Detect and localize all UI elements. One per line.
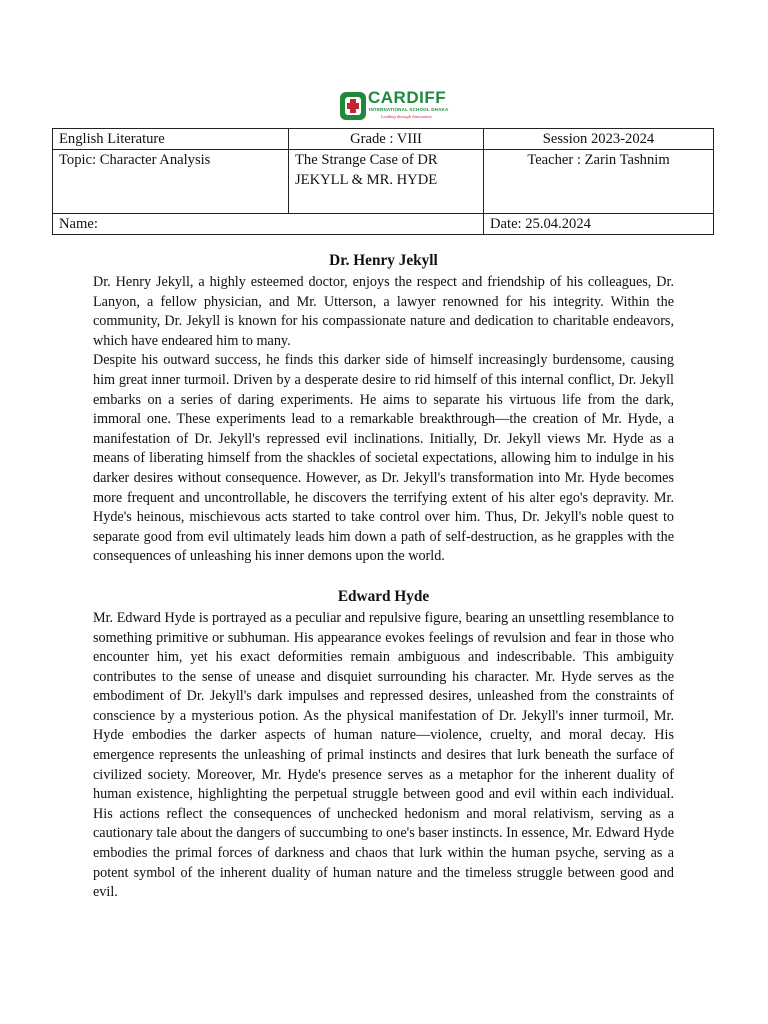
school-logo [339, 88, 449, 125]
topic-cell: Topic: Character Analysis [53, 150, 289, 214]
date-cell: Date: 25.04.2024 [484, 214, 714, 235]
cardiff-logo-icon [339, 91, 367, 121]
logo-tagline: Leading through Innovation [381, 114, 432, 119]
header-info-table [52, 128, 714, 235]
teacher-cell: Teacher : Zarin Tashnim [484, 150, 714, 214]
book-title-line-1: The Strange Case of DR [295, 152, 438, 168]
table-row [53, 129, 714, 150]
jekyll-paragraph-1: Dr. Henry Jekyll, a highly esteemed doctor, enjoys the respect and friendship of his colleagues, Dr. Lanyon, a fellow physician, and Mr. Utterson, a lawyer renowned for his integrity. Within the community, Dr. Jekyll is known for his compassionate nature and dedication to charitable endeavors, which have endeared him to many. [93, 274, 674, 349]
document-body [93, 250, 674, 903]
name-cell: Name: [53, 214, 484, 235]
section-spacer [93, 567, 674, 586]
session-cell: Session 2023-2024 [484, 129, 714, 150]
logo-name: CARDIFF [368, 88, 447, 107]
section-heading-jekyll: Dr. Henry Jekyll [329, 252, 438, 269]
section-heading-hyde: Edward Hyde [337, 587, 430, 605]
hyde-paragraph-1: Mr. Edward Hyde is portrayed as a peculiar and repulsive figure, bearing an unsettling resemblance to something primitive or subhuman. His appearance evokes feelings of revulsion and fear in those who encounter him, yet his exact deformities remain ambiguous and indescribable. This ambiguity contributes to the sense of unease and disquiet surrounding his character. Mr. Hyde serves as the embodiment of Dr. Jekyll's dark impulses and repressed desires, unleashed from the constraints of conscience by a mysterious potion. As the physical manifestation of Dr. Jekyll's inner turmoil, Mr. Hyde embodies the darker aspects of human nature—violence, cruelty, and moral decay. His emergence represents the unleashing of primal instincts and desires that lurk beneath the surface of civilized society. Moreover, Mr. Hyde's presence serves as a metaphor for the inherent duality of human existence, highlighting the perpetual struggle between good and evil within each individual. His actions reflect the consequences of unchecked hedonism and moral relativism, serving as a cautionary tale about the dangers of succumbing to one's baser instincts. In essence, Mr. Edward Hyde embodies the primal forces of darkness and chaos that lurk within the human psyche, serving as a potent symbol of the inherent duality of human nature and the timeless struggle between good and evil. [93, 609, 674, 901]
logo-subtitle: INTERNATIONAL SCHOOL DHAKA [369, 107, 449, 112]
table-row [53, 214, 714, 235]
grade-cell: Grade : VIII [289, 129, 484, 150]
book-title-line-2: JEKYLL & MR. HYDE [295, 172, 438, 188]
subject-cell: English Literature [53, 129, 289, 150]
table-row [53, 150, 714, 214]
jekyll-paragraph-2: Despite his outward success, he finds this darker side of himself increasingly burdensome, causing him great inner turmoil. Driven by a desperate desire to rid himself of this internal conflict, Dr. Jekyll embarks on a series of daring experiments. He aims to separate his virtuous life from the dark, immoral one. These experiments lead to a remarkable breakthrough—the creation of Mr. Hyde, a manifestation of Dr. Jekyll's repressed evil inclinations. Initially, Dr. Jekyll views Mr. Hyde as a means of liberating himself from the shackles of societal expectations, allowing him to indulge in his darker desires without consequence. However, as Dr. Jekyll's transformation into Mr. Hyde becomes more frequent and uncontrollable, he discovers the terrifying extent of his alter ego's depravity. Mr. Hyde's heinous, mischievous acts started to take control over him. Thus, Dr. Jekyll's noble quest to separate good from evil ultimately leads him down a path of self-destruction, as he grapples with the consequences of unleashing his inner demons upon the world. [93, 352, 674, 565]
book-title-cell [289, 150, 484, 214]
